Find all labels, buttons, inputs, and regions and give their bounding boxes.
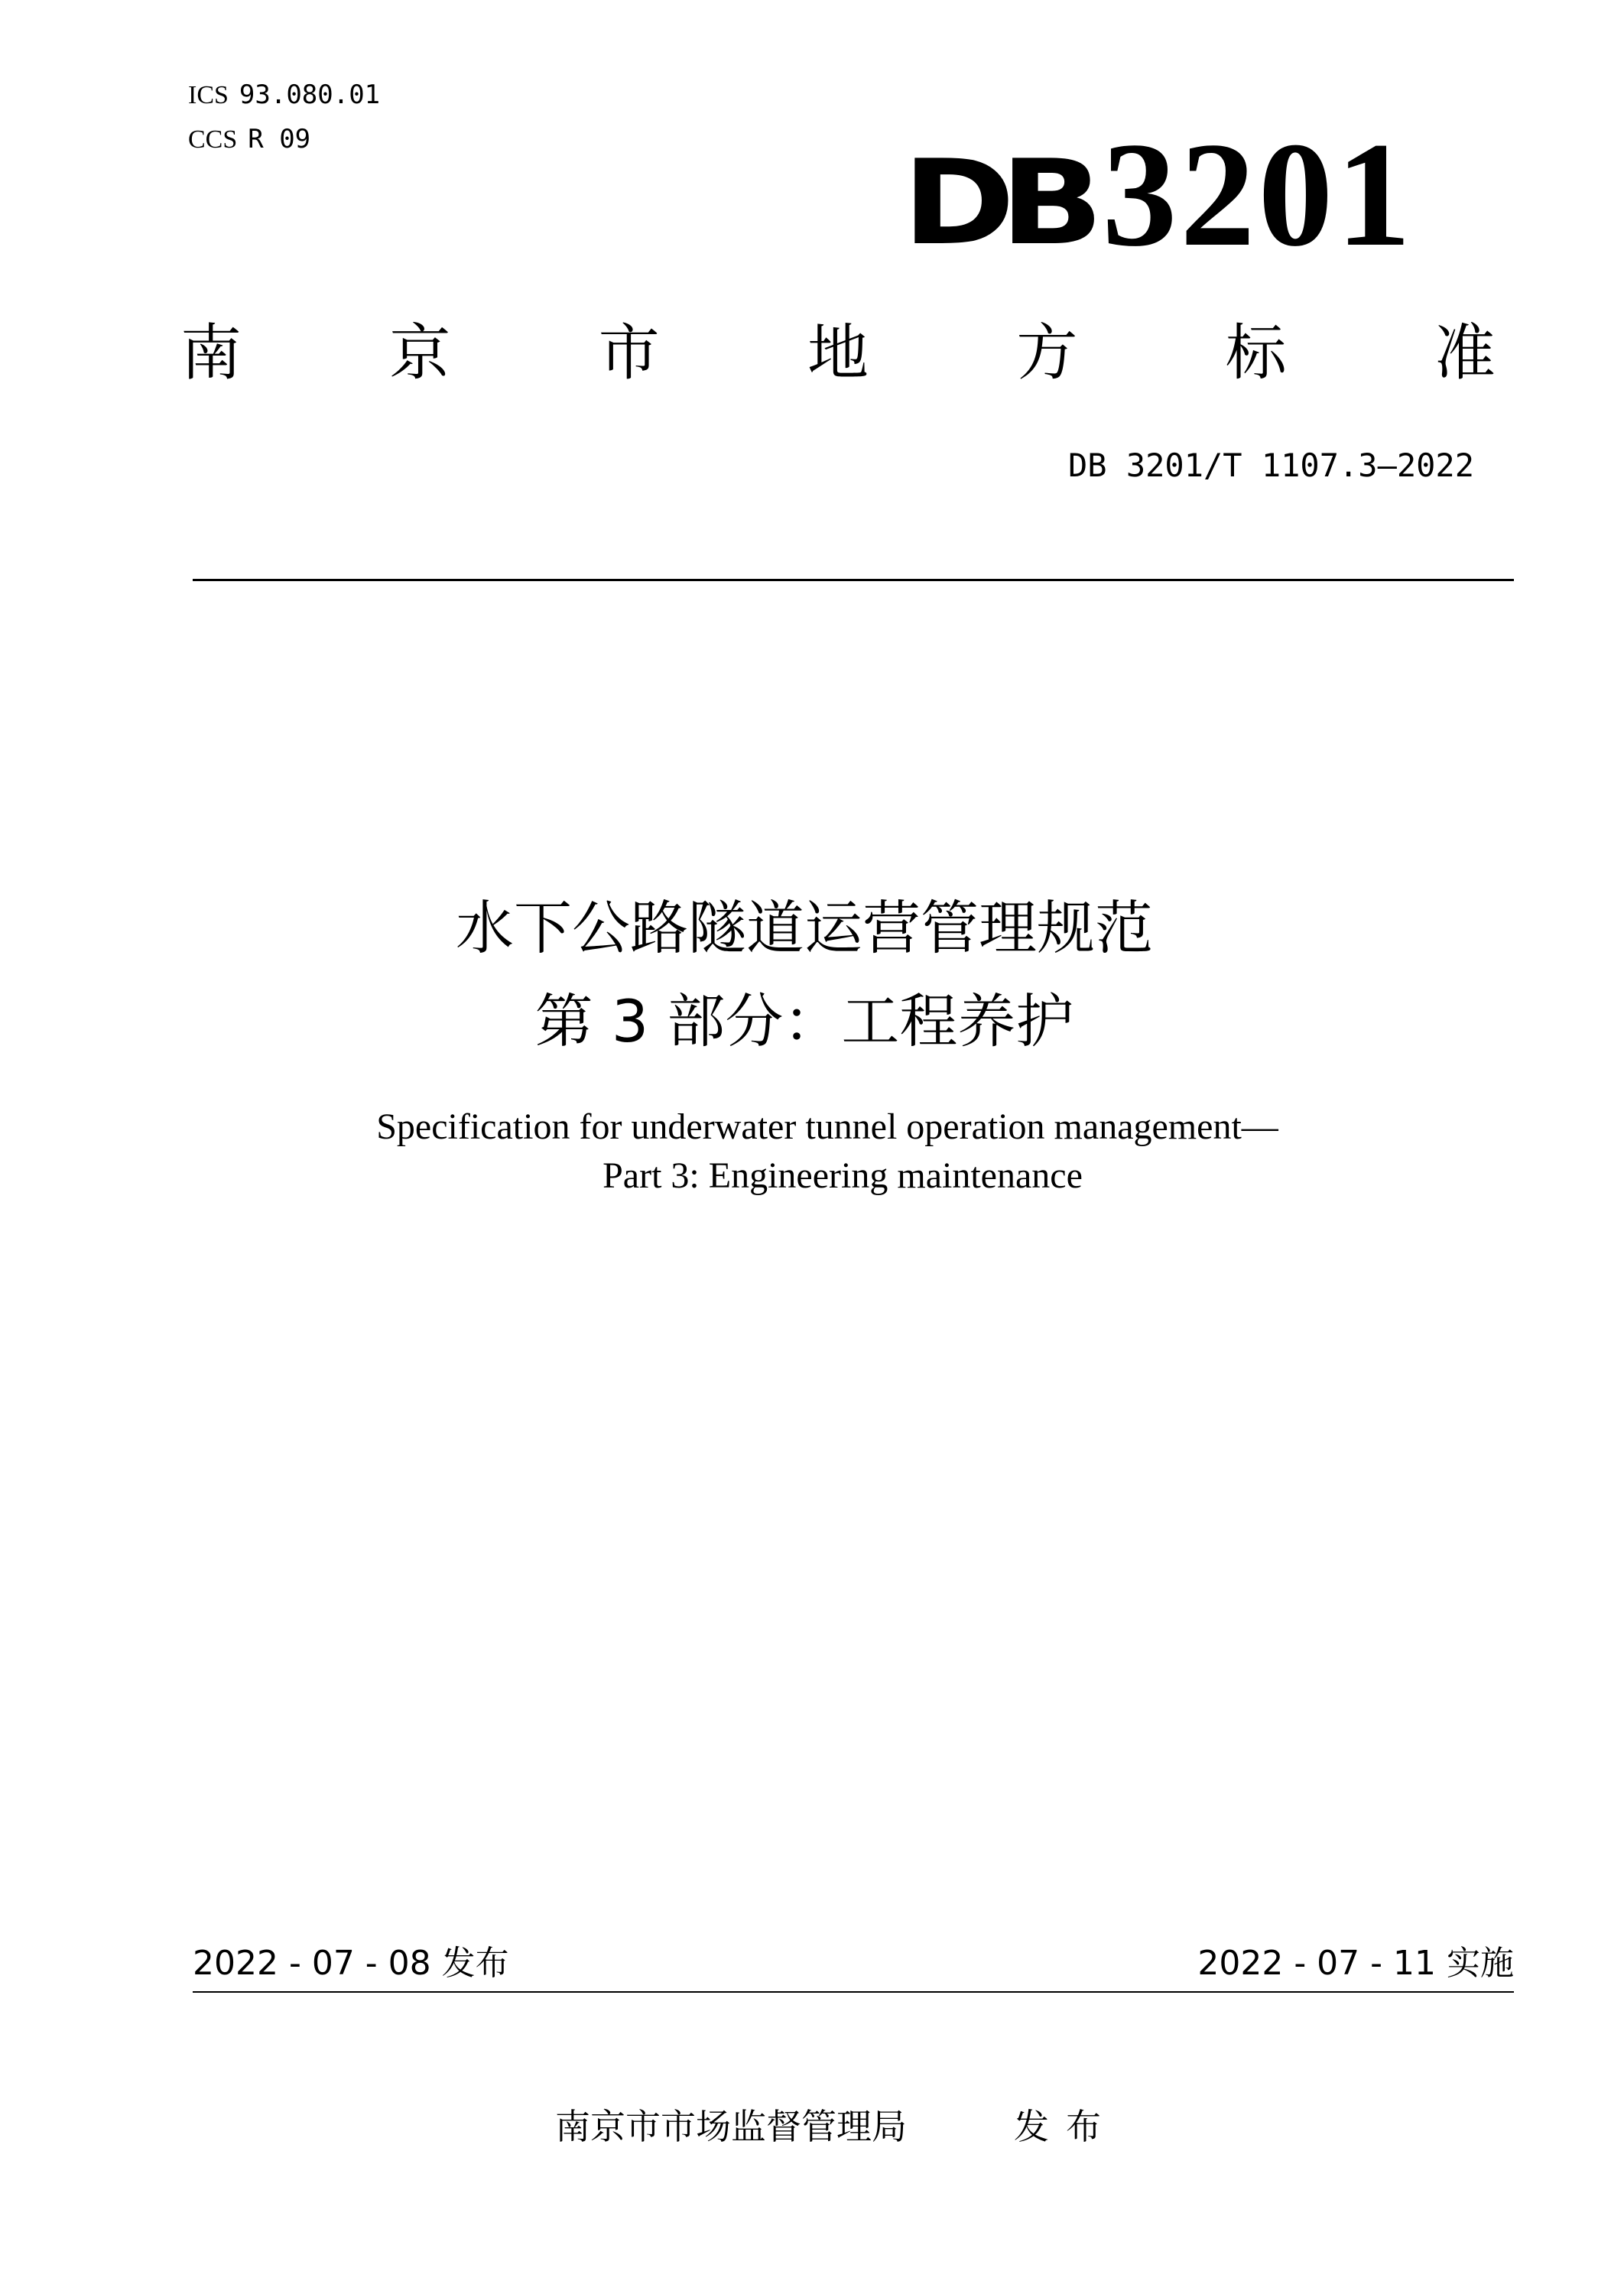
title-english-line1: Specification for underwater tunnel operation management— — [376, 1106, 1278, 1147]
publisher-name: 南京市市场监督管理局 — [555, 2106, 907, 2147]
standard-logo — [902, 112, 1430, 278]
standard-type-heading — [180, 315, 1496, 392]
title-chinese-line2: 第 3 部分：工程养护 — [534, 987, 1074, 1055]
standard-type-char: 方 — [1016, 317, 1078, 388]
ccs-label: CCS — [188, 125, 238, 154]
standard-type-char: 市 — [598, 317, 660, 388]
ccs-classification — [188, 124, 310, 155]
ics-code: 93.080.01 — [239, 80, 381, 110]
logo-number: 3201 — [1102, 112, 1415, 278]
standard-type-char: 南 — [180, 317, 242, 388]
standard-type-char: 京 — [389, 317, 451, 388]
ccs-code: R 09 — [248, 124, 311, 154]
title-chinese-line1: 水下公路隧道运营管理规范 — [456, 894, 1153, 962]
ics-label: ICS — [188, 81, 229, 109]
standard-type-char: 标 — [1225, 317, 1287, 388]
standard-type-char: 地 — [807, 317, 869, 388]
implementation-date: 2022 - 07 - 11 实施 — [1197, 1944, 1514, 1983]
ics-classification — [188, 80, 380, 111]
bottom-divider — [193, 1991, 1514, 1993]
issue-date: 2022 - 07 - 08 发布 — [193, 1944, 509, 1983]
title-english-line2: Part 3: Engineering maintenance — [603, 1155, 1083, 1196]
standard-number: DB 3201/T 1107.3—2022 — [1067, 447, 1474, 484]
top-divider — [193, 579, 1514, 581]
publish-label: 发布 — [1014, 2106, 1118, 2147]
standard-type-char: 准 — [1434, 317, 1496, 388]
logo-prefix: DB — [902, 135, 1089, 271]
